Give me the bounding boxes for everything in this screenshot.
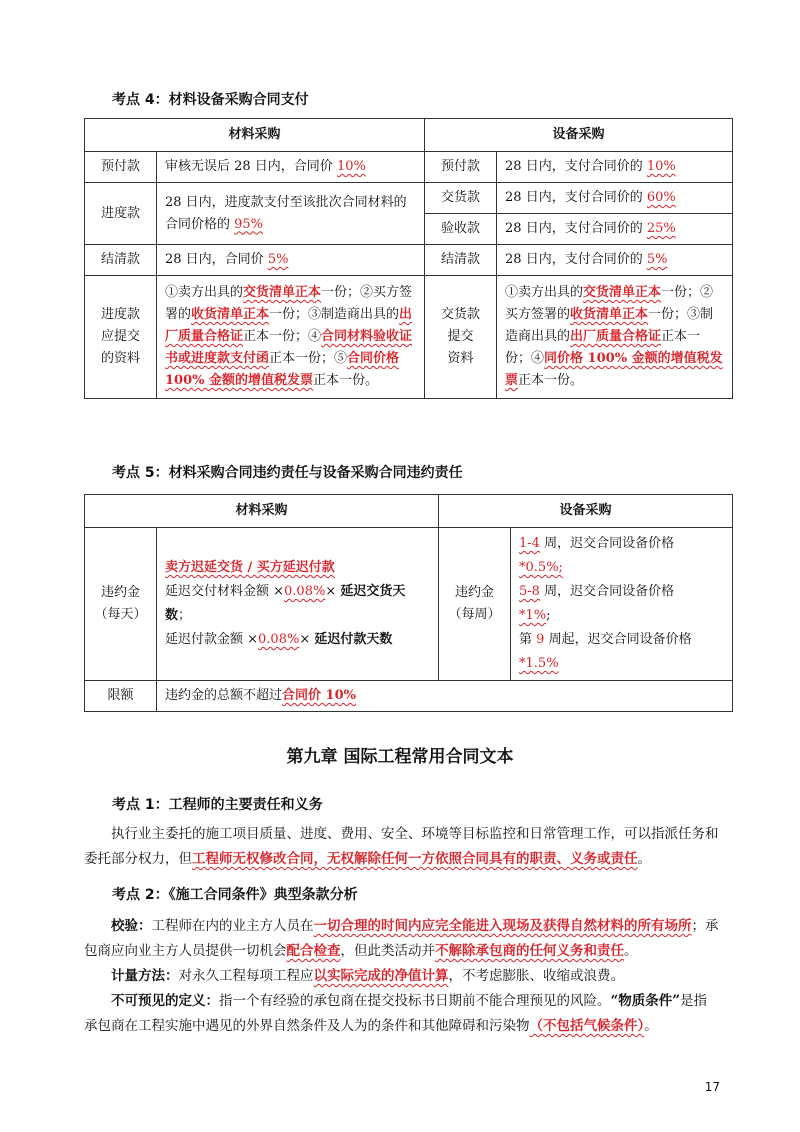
accept-equipment-pct: 25% — [646, 221, 676, 236]
prepay-material: 审核无误后 28 日内，合同价 10% — [157, 152, 425, 183]
penalty-material-title: 卖方迟延交货 / 买方延迟付款 — [165, 560, 335, 575]
kp1-heading: 考点 1：工程师的主要责任和义务 — [112, 797, 323, 813]
limit-value: 违约金的总额不超过合同价 10% — [157, 681, 733, 712]
settle-material: 28 日内，合同价 5% — [157, 245, 425, 276]
progress-material-pct: 95% — [234, 216, 264, 232]
prepay-eq-label: 预付款 — [425, 152, 497, 183]
limit-label: 限额 — [85, 681, 157, 712]
penalty-col-material: 材料采购 — [85, 495, 439, 528]
prepay-label: 预付款 — [85, 152, 157, 183]
chapter-title: 第九章 国际工程常用合同文本 — [286, 747, 514, 767]
delivery-equipment-pct: 60% — [646, 190, 676, 205]
settle-label: 结清款 — [85, 245, 157, 276]
col-material-header: 材料采购 — [85, 119, 425, 152]
settle-equipment: 28 日内，支付合同价的 5% — [497, 245, 733, 276]
docs-equipment-label: 交货款 提交 资料 — [425, 276, 497, 399]
prepay-equipment-pct: 10% — [646, 159, 676, 174]
delivery-equipment: 28 日内，支付合同价的 60% — [497, 183, 733, 214]
kp1-paragraph: 执行业主委托的施工项目质量、进度、费用、安全、环境等目标监控和日常管理工作，可以指派任务和委托部分权力，但工程师无权修改合同，无权解除任何一方依照合同具有的职责、义务或责任。 — [84, 826, 719, 867]
penalty-daily-label: 违约金 （每天） — [85, 528, 157, 681]
progress-label: 进度款 — [85, 183, 157, 245]
accept-eq-label: 验收款 — [425, 214, 497, 245]
page-number: 17 — [704, 1080, 720, 1094]
kp4-heading: 考点 4：材料设备采购合同支付 — [112, 92, 309, 108]
penalty-col-equipment: 设备采购 — [439, 495, 733, 528]
prepay-equipment: 28 日内，支付合同价的 10% — [497, 152, 733, 183]
docs-material: ①卖方出具的交货清单正本一份；②买方签署的收货清单正本一份；③制造商出具的出厂质量合格证正本一份；④合同材料验收证书或进度款支付函正本一份；⑤合同价格 100% 金额的增值税发票正本一份。 — [157, 276, 425, 399]
kp2-verify-paragraph: 校验：工程师在内的业主方人员在一切合理的时间内应完全能进入现场及获得自然材料的所有场所；承包商应向业主方人员提供一切机会配合检查，但此类活动并不解除承包商的任何义务和责任。 — [84, 918, 719, 959]
payment-table — [84, 118, 733, 399]
delivery-eq-label: 交货款 — [425, 183, 497, 214]
docs-material-label: 进度款 应提交 的资料 — [85, 276, 157, 399]
kp2-unforeseen-paragraph: 不可预见的定义：指一个有经验的承包商在提交投标书日期前不能合理预见的风险。“物质条件”是指承包商在工程实施中遇见的外界自然条件及人为的条件和其他障碍和污染物（不包括气候条件）。 — [84, 993, 708, 1034]
kp2-heading: 考点 2：《施工合同条件》典型条款分析 — [112, 887, 358, 903]
kp5-heading: 考点 5：材料采购合同违约责任与设备采购合同违约责任 — [112, 465, 463, 481]
penalty-material: 卖方迟延交货 / 买方延迟付款 延迟交付材料金额 ×0.08%× 延迟交货天数； 延迟付款金额 ×0.08%× 延迟付款天数 — [157, 528, 439, 681]
settle-equipment-pct: 5% — [646, 252, 668, 267]
kp2-measure-paragraph: 计量方法：对永久工程每项工程应以实际完成的净值计算，不考虑膨胀、收缩或浪费。 — [111, 968, 624, 984]
penalty-table — [84, 494, 733, 712]
accept-equipment: 28 日内，支付合同价的 25% — [497, 214, 733, 245]
penalty-weekly-label: 违约金 （每周） — [439, 528, 511, 681]
progress-material: 28 日内，进度款支付至该批次合同材料的合同价格的 95% — [157, 183, 425, 245]
col-equipment-header: 设备采购 — [425, 119, 733, 152]
docs-equipment: ①卖方出具的交货清单正本一份；②买方签署的收货清单正本一份；③制造商出具的出厂质量合格证正本一份；④同价格 100% 金额的增值税发票正本一份。 — [497, 276, 733, 399]
penalty-equipment: 1-4 周，迟交合同设备价格 *0.5%; 5-8 周，迟交合同设备价格 *1%; 第 9 周起，迟交合同设备价格 *1.5% — [511, 528, 733, 681]
prepay-material-pct: 10% — [336, 159, 366, 174]
settle-eq-label: 结清款 — [425, 245, 497, 276]
settle-material-pct: 5% — [267, 252, 289, 267]
